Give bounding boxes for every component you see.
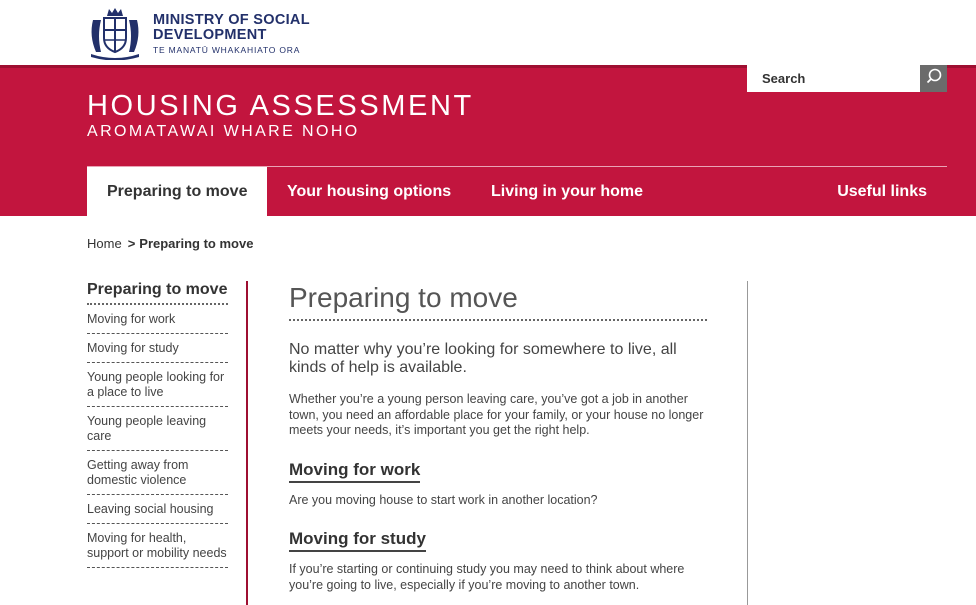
search-icon (925, 67, 943, 90)
logo-line-1: MINISTRY OF SOCIAL (153, 12, 310, 28)
nav-useful-links[interactable]: Useful links (837, 183, 927, 200)
nav-preparing-to-move[interactable]: Preparing to move (87, 167, 267, 216)
breadcrumb-home[interactable]: Home (87, 236, 122, 251)
sidebar-item-young-people-looking[interactable]: Young people looking for a place to live (87, 363, 228, 407)
sidebar-item-moving-for-work[interactable]: Moving for work (87, 305, 228, 334)
main-nav (87, 167, 947, 216)
search-input[interactable] (747, 65, 920, 92)
lead-paragraph: No matter why you’re looking for somewhere to live, all kinds of help is available. (289, 341, 677, 376)
right-column-divider (747, 281, 748, 605)
section-text-moving-for-work: Are you moving house to start work in another location? (289, 492, 598, 507)
main-content (289, 281, 709, 593)
sidebar-item-moving-for-study[interactable]: Moving for study (87, 334, 228, 363)
logo-line-2: DEVELOPMENT (153, 27, 267, 43)
sidebar-item-leaving-social-housing[interactable]: Leaving social housing (87, 495, 228, 524)
logo-bar (0, 0, 976, 65)
logo-line-3: TE MANATŪ WHAKAHIATO ORA (153, 45, 301, 55)
site-subtitle: AROMATAWAI WHARE NOHO (87, 123, 360, 140)
section-heading-moving-for-work[interactable]: Moving for work (289, 460, 420, 483)
section-heading-moving-for-study[interactable]: Moving for study (289, 529, 426, 552)
breadcrumb-current: Preparing to move (139, 236, 254, 251)
site-title[interactable]: HOUSING ASSESSMENT (87, 90, 474, 122)
intro-paragraph: Whether you’re a young person leaving care, you’ve got a job in another town, you need an affordable place for your family, or your house no longer meets your needs, it’s important you get the right help. (289, 392, 704, 437)
breadcrumb-separator: > (127, 236, 136, 251)
page-title: Preparing to move (289, 281, 707, 321)
breadcrumb (87, 236, 253, 251)
nz-coat-of-arms-icon[interactable] (87, 6, 143, 60)
sidebar-item-young-people-leaving-care[interactable]: Young people leaving care (87, 407, 228, 451)
search-button[interactable] (920, 65, 947, 92)
nav-living-in-your-home[interactable]: Living in your home (491, 183, 644, 200)
sidebar-divider (246, 281, 248, 605)
search-label: Search (762, 71, 806, 86)
nav-your-housing-options[interactable]: Your housing options (287, 183, 452, 200)
section-text-moving-for-study: If you’re starting or continuing study you may need to think about where you’re going to live, especially if you’re moving to another town. (289, 562, 685, 592)
sidebar-item-health-support-mobility[interactable]: Moving for health, support or mobility needs (87, 524, 228, 568)
sidebar-item-domestic-violence[interactable]: Getting away from domestic violence (87, 451, 228, 495)
sidebar-title[interactable]: Preparing to move (87, 281, 228, 305)
ministry-logo-text[interactable] (153, 13, 310, 55)
sidebar (87, 281, 228, 568)
